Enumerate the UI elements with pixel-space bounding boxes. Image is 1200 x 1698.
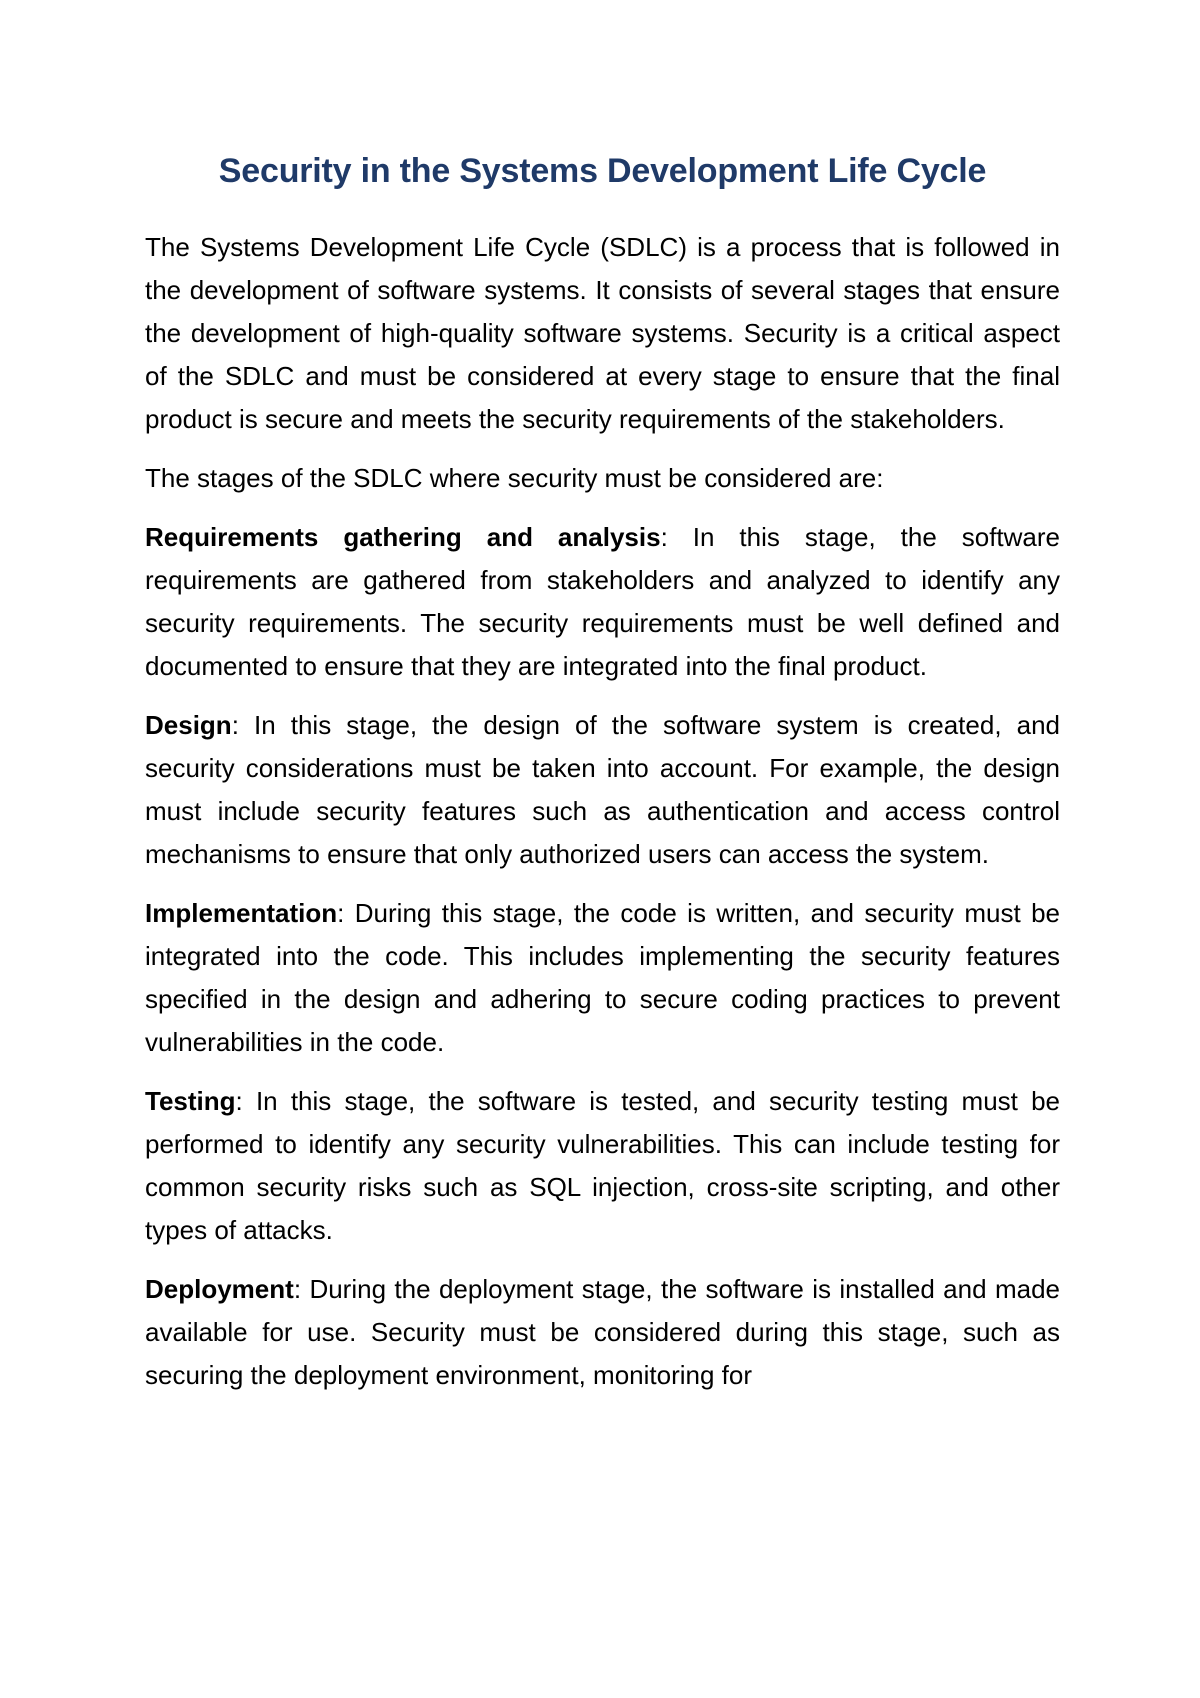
document-page <box>145 150 1060 1413</box>
stage-separator: : <box>235 1086 243 1116</box>
stage-separator: : <box>337 898 345 928</box>
stage-term: Design <box>145 710 232 740</box>
stages-lead-paragraph: The stages of the SDLC where security must be considered are: <box>145 463 884 493</box>
stage-description: In this stage, the software requirements are gathered from stakeholders and analyzed to identify any security requirements. The security requirements must be well defined and documented to ensure that they are integrated into the final product. <box>145 522 1060 681</box>
stage-separator: : <box>293 1274 302 1304</box>
stage-description: During this stage, the code is written, and security must be integrated into the code. This includes implementing the security features specified in the design and adhering to secure coding practices to prevent vulnerabilities in the code. <box>145 898 1060 1057</box>
stage-requirements-paragraph <box>145 516 1060 688</box>
stage-term: Requirements gathering and analysis <box>145 522 661 552</box>
stage-term: Testing <box>145 1086 236 1116</box>
stage-term: Deployment <box>145 1274 294 1304</box>
intro-paragraph: The Systems Development Life Cycle (SDLC) is a process that is followed in the development of software systems. It consists of several stages that ensure the development of high-quality software systems. Security is a critical aspect of the SDLC and must be considered at every stage to ensure that the final product is secure and meets the security requirements of the stakeholders. <box>145 232 1060 434</box>
document-title: Security in the Systems Development Life Cycle <box>218 152 987 190</box>
stage-description: In this stage, the design of the software system is created, and security considerations must be taken into account. For example, the design must include security features such as authentication and access control mechanisms to ensure that only authorized users can access the system. <box>145 710 1060 869</box>
stage-separator: : <box>660 522 668 552</box>
stage-testing-paragraph <box>145 1080 1060 1252</box>
stage-separator: : <box>231 710 239 740</box>
stage-description: In this stage, the software is tested, and security testing must be performed to identify any security vulnerabilities. This can include testing for common security risks such as SQL injection, cross-site scripting, and other types of attacks. <box>145 1086 1060 1245</box>
stage-implementation-paragraph <box>145 892 1060 1064</box>
stage-description: During the deployment stage, the software is installed and made available for use. Security must be considered during this stage, such as securing the deployment environment, monitoring for <box>145 1274 1060 1390</box>
stage-deployment-paragraph <box>145 1268 1060 1397</box>
stage-term: Implementation <box>145 898 338 928</box>
stage-design-paragraph <box>145 704 1060 876</box>
